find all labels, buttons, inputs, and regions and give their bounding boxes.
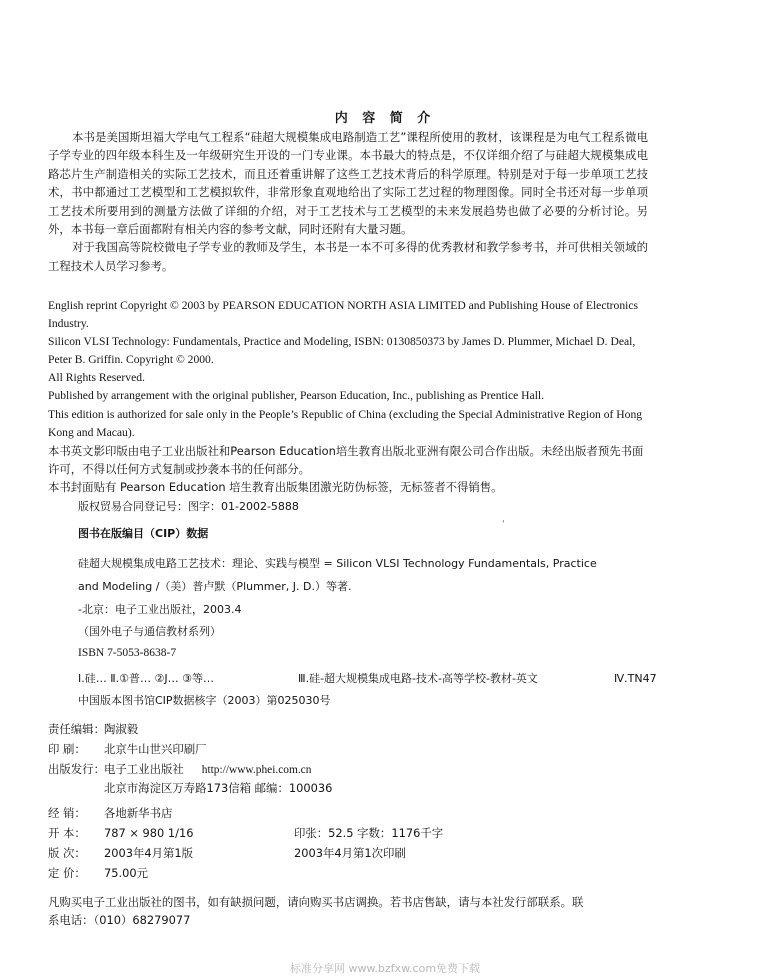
intro-section [48, 128, 648, 275]
intro-paragraph-1: 本书是美国斯坦福大学电气工程系“硅超大规模集成电路制造工艺”课程所使用的教材，该课程是为电气工程系微电子学专业的四年级本科生及一年级研究生开设的一门专业课。本书最大的特点是，不仅详细介绍了与硅超大规模集成电路芯片生产制造相关的实际工艺技术，而且还着重讲解了这些工艺技术背后的科学原理。特别是对于每一步单项工艺技术，书中都通过工艺模型和工艺模拟软件，非常形象直观地给出了实际工艺过程的物理图像。同时全书还对每一步单项工艺技术所要用到的测量方法做了详细的介绍，对于工艺技术与工艺模型的未来发展趋势也做了必要的分析讨论。另外，本书每一章后面都附有相关内容的参考文献，同时还附有大量习题。 [48, 130, 648, 237]
copyright-line-6: 本书英文影印版由电子工业出版社和Pearson Education培生教育出版北亚洲有限公司合作出版。未经出版者预先书面许可，不得以任何方式复制或抄袭本书的任何部分。 [48, 443, 644, 476]
price-row [48, 865, 148, 881]
printer-value: 北京牛山世兴印刷厂 [104, 742, 207, 756]
cip-line-1: 硅超大规模集成电路工艺技术：理论、实践与模型 = Silicon VLSI Technology Fundamentals, Practice [78, 557, 597, 570]
watermark: 标准分享网 www.bzfxw.com免费下载 [289, 962, 481, 975]
notice-line-2: 系电话：（010）68279077 [48, 913, 191, 927]
printing-value: 2003年4月第1次印刷 [294, 846, 406, 860]
cip-line-3: -北京：电子工业出版社，2003.4 [78, 603, 242, 616]
publisher-value: 电子工业出版社 [104, 762, 184, 776]
copyright-notice [48, 297, 653, 496]
distributor-label: 经 销： [48, 806, 86, 820]
edition-label: 版 次： [48, 846, 86, 860]
contract-registration: 版权贸易合同登记号：图字：01-2002-5888 [78, 500, 299, 513]
publisher-address: 北京市海淀区万寿路173信箱 邮编：100036 [104, 781, 333, 795]
format-value: 787 × 980 1/16 [104, 826, 194, 840]
cip-class-left: Ⅰ.硅… Ⅱ.①普… ②J… ③等… [78, 672, 214, 685]
cip-heading: 图书在版编目（CIP）数据 [78, 527, 209, 540]
edition-row [48, 845, 406, 861]
format-row [48, 825, 443, 841]
price-label: 定 价： [48, 866, 86, 880]
format-label: 开 本： [48, 826, 86, 840]
editor-value: 陶淑毅 [104, 722, 139, 736]
notice-line-1: 凡购买电子工业出版社的图书，如有缺损问题，请向购买书店调换。若书店售缺，请与本社发行部联系。联 [48, 895, 584, 909]
cip-class-right: Ⅳ.TN47 [614, 672, 657, 685]
purchase-notice [48, 893, 668, 929]
distributor-row [48, 805, 172, 821]
stray-mark: ' [502, 520, 505, 530]
sheets-value: 印张：52.5 字数：1176千字 [294, 826, 444, 840]
cip-class-mid: Ⅲ.硅-超大规模集成电路-技术-高等学校-教材-英文 [298, 672, 538, 685]
editor-row [48, 721, 138, 737]
copyright-line-5: This edition is authorized for sale only in the People’s Republic of China (excluding the Special Administrative Region of Hong Kong and Macau). [48, 407, 643, 439]
publisher-url: http://www.phei.com.cn [201, 764, 312, 776]
page-title: 内 容 简 介 [334, 111, 436, 126]
copyright-line-2: Silicon VLSI Technology: Fundamentals, Practice and Modeling, ISBN: 0130850373 by James D. Plummer, Michael D. Deal, Peter B. Griffin. Copyright © 2000. [48, 335, 636, 367]
intro-paragraph-2: 对于我国高等院校微电子学专业的教师及学生，本书是一本不可多得的优秀教材和教学参考书，并可供相关领域的工程技术人员学习参考。 [48, 240, 648, 273]
copyright-line-3: All Rights Reserved. [48, 371, 145, 385]
printer-label: 印 刷： [48, 742, 86, 756]
cip-line-4: （国外电子与通信教材系列） [78, 625, 221, 638]
price-value: 75.00元 [104, 866, 148, 880]
printer-row [48, 741, 207, 757]
cip-number: 中国版本图书馆CIP数据核字（2003）第025030号 [78, 694, 331, 707]
publisher-label: 出版发行： [48, 762, 105, 776]
isbn: ISBN 7-5053-8638-7 [78, 647, 177, 659]
publisher-row [48, 761, 311, 777]
copyright-line-1: English reprint Copyright © 2003 by PEARSON EDUCATION NORTH ASIA LIMITED and Publishing House of Electronics Industry. [48, 299, 639, 331]
cip-line-2: and Modeling /（美）普卢默（Plummer, J. D.）等著. [78, 580, 352, 593]
copyright-line-4: Published by arrangement with the original publisher, Pearson Education, Inc., publishing as Prentice Hall. [48, 389, 545, 403]
editor-label: 责任编辑： [48, 722, 105, 736]
copyright-line-7: 本书封面贴有 Pearson Education 培生教育出版集团激光防伪标签，无标签者不得销售。 [48, 479, 503, 494]
distributor-value: 各地新华书店 [104, 806, 173, 820]
edition-value: 2003年4月第1版 [104, 846, 194, 860]
